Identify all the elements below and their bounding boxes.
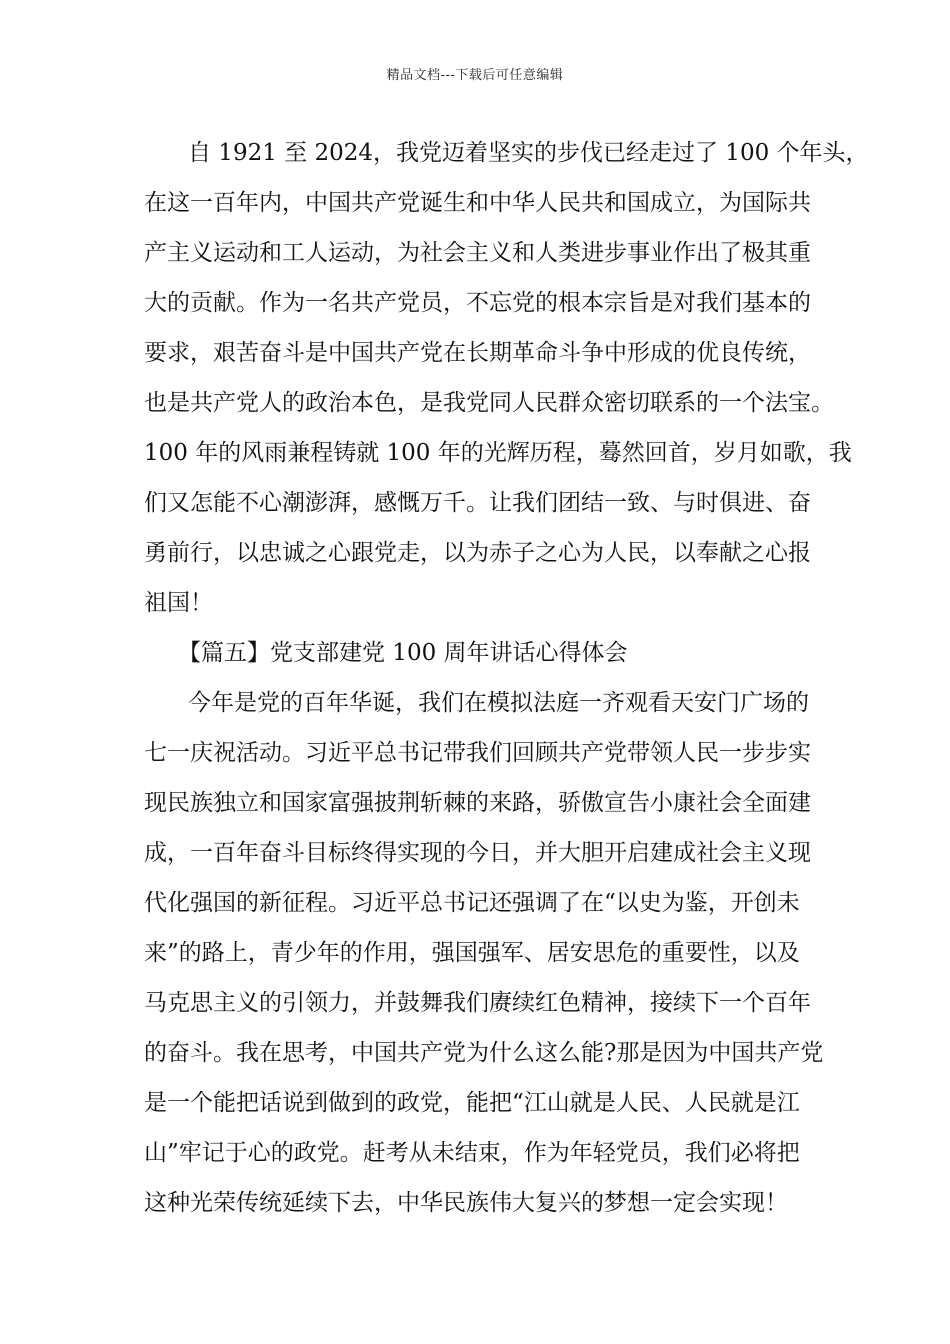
text-line: 今年是党的百年华诞，我们在模拟法庭一齐观看天安门广场的 bbox=[188, 690, 809, 716]
text-line: 成，一百年奋斗目标终得实现的今日，并大胆开启建成社会主义现 bbox=[144, 840, 811, 866]
text-line: 们又怎能不心潮澎湃，感慨万千。让我们团结一致、与时俱进、奋 bbox=[144, 490, 811, 516]
header-note: 精品文档---下载后可任意编辑 bbox=[386, 68, 564, 83]
text-line: 七一庆祝活动。习近平总书记带我们回顾共产党带领人民一步步实 bbox=[144, 740, 811, 766]
text-line: 山”牢记于心的政党。赶考从未结束，作为年轻党员，我们必将把 bbox=[144, 1140, 800, 1166]
text-line: 这种光荣传统延续下去，中华民族伟大复兴的梦想一定会实现！ bbox=[144, 1190, 788, 1216]
text-line: 产主义运动和工人运动，为社会主义和人类进步事业作出了极其重 bbox=[144, 240, 811, 266]
text-line: 现民族独立和国家富强披荆斩棘的来路，骄傲宣告小康社会全面建 bbox=[144, 790, 811, 816]
text-line: 代化强国的新征程。习近平总书记还强调了在“以史为鉴，开创未 bbox=[144, 890, 800, 916]
text-line: 自 1921 至 2024，我党迈着坚实的步伐已经走过了 100 个年头， bbox=[188, 140, 869, 166]
text-line: 100 年的风雨兼程铸就 100 年的光辉历程，蓦然回首，岁月如歌，我 bbox=[144, 440, 852, 466]
text-line: 也是共产党人的政治本色，是我党同人民群众密切联系的一个法宝。 bbox=[144, 390, 834, 416]
document-body bbox=[144, 128, 869, 1228]
text-line: 祖国！ bbox=[144, 590, 213, 616]
text-line: 勇前行，以忠诚之心跟党走，以为赤子之心为人民，以奉献之心报 bbox=[144, 540, 811, 566]
text-line: 是一个能把话说到做到的政党，能把“江山就是人民、人民就是江 bbox=[144, 1090, 800, 1116]
text-line: 来”的路上，青少年的作用，强国强军、居安思危的重要性，以及 bbox=[144, 940, 800, 966]
text-line: 在这一百年内，中国共产党诞生和中华人民共和国成立，为国际共 bbox=[144, 190, 811, 216]
section-heading: 【篇五】党支部建党 100 周年讲话心得体会 bbox=[178, 640, 628, 666]
text-line: 要求，艰苦奋斗是中国共产党在长期革命斗争中形成的优良传统， bbox=[144, 340, 811, 366]
text-line: 大的贡献。作为一名共产党员，不忘党的根本宗旨是对我们基本的 bbox=[144, 290, 811, 316]
text-line: 的奋斗。我在思考，中国共产党为什么这么能?那是因为中国共产党 bbox=[144, 1040, 824, 1066]
text-line: 马克思主义的引领力，并鼓舞我们赓续红色精神，接续下一个百年 bbox=[144, 990, 811, 1016]
